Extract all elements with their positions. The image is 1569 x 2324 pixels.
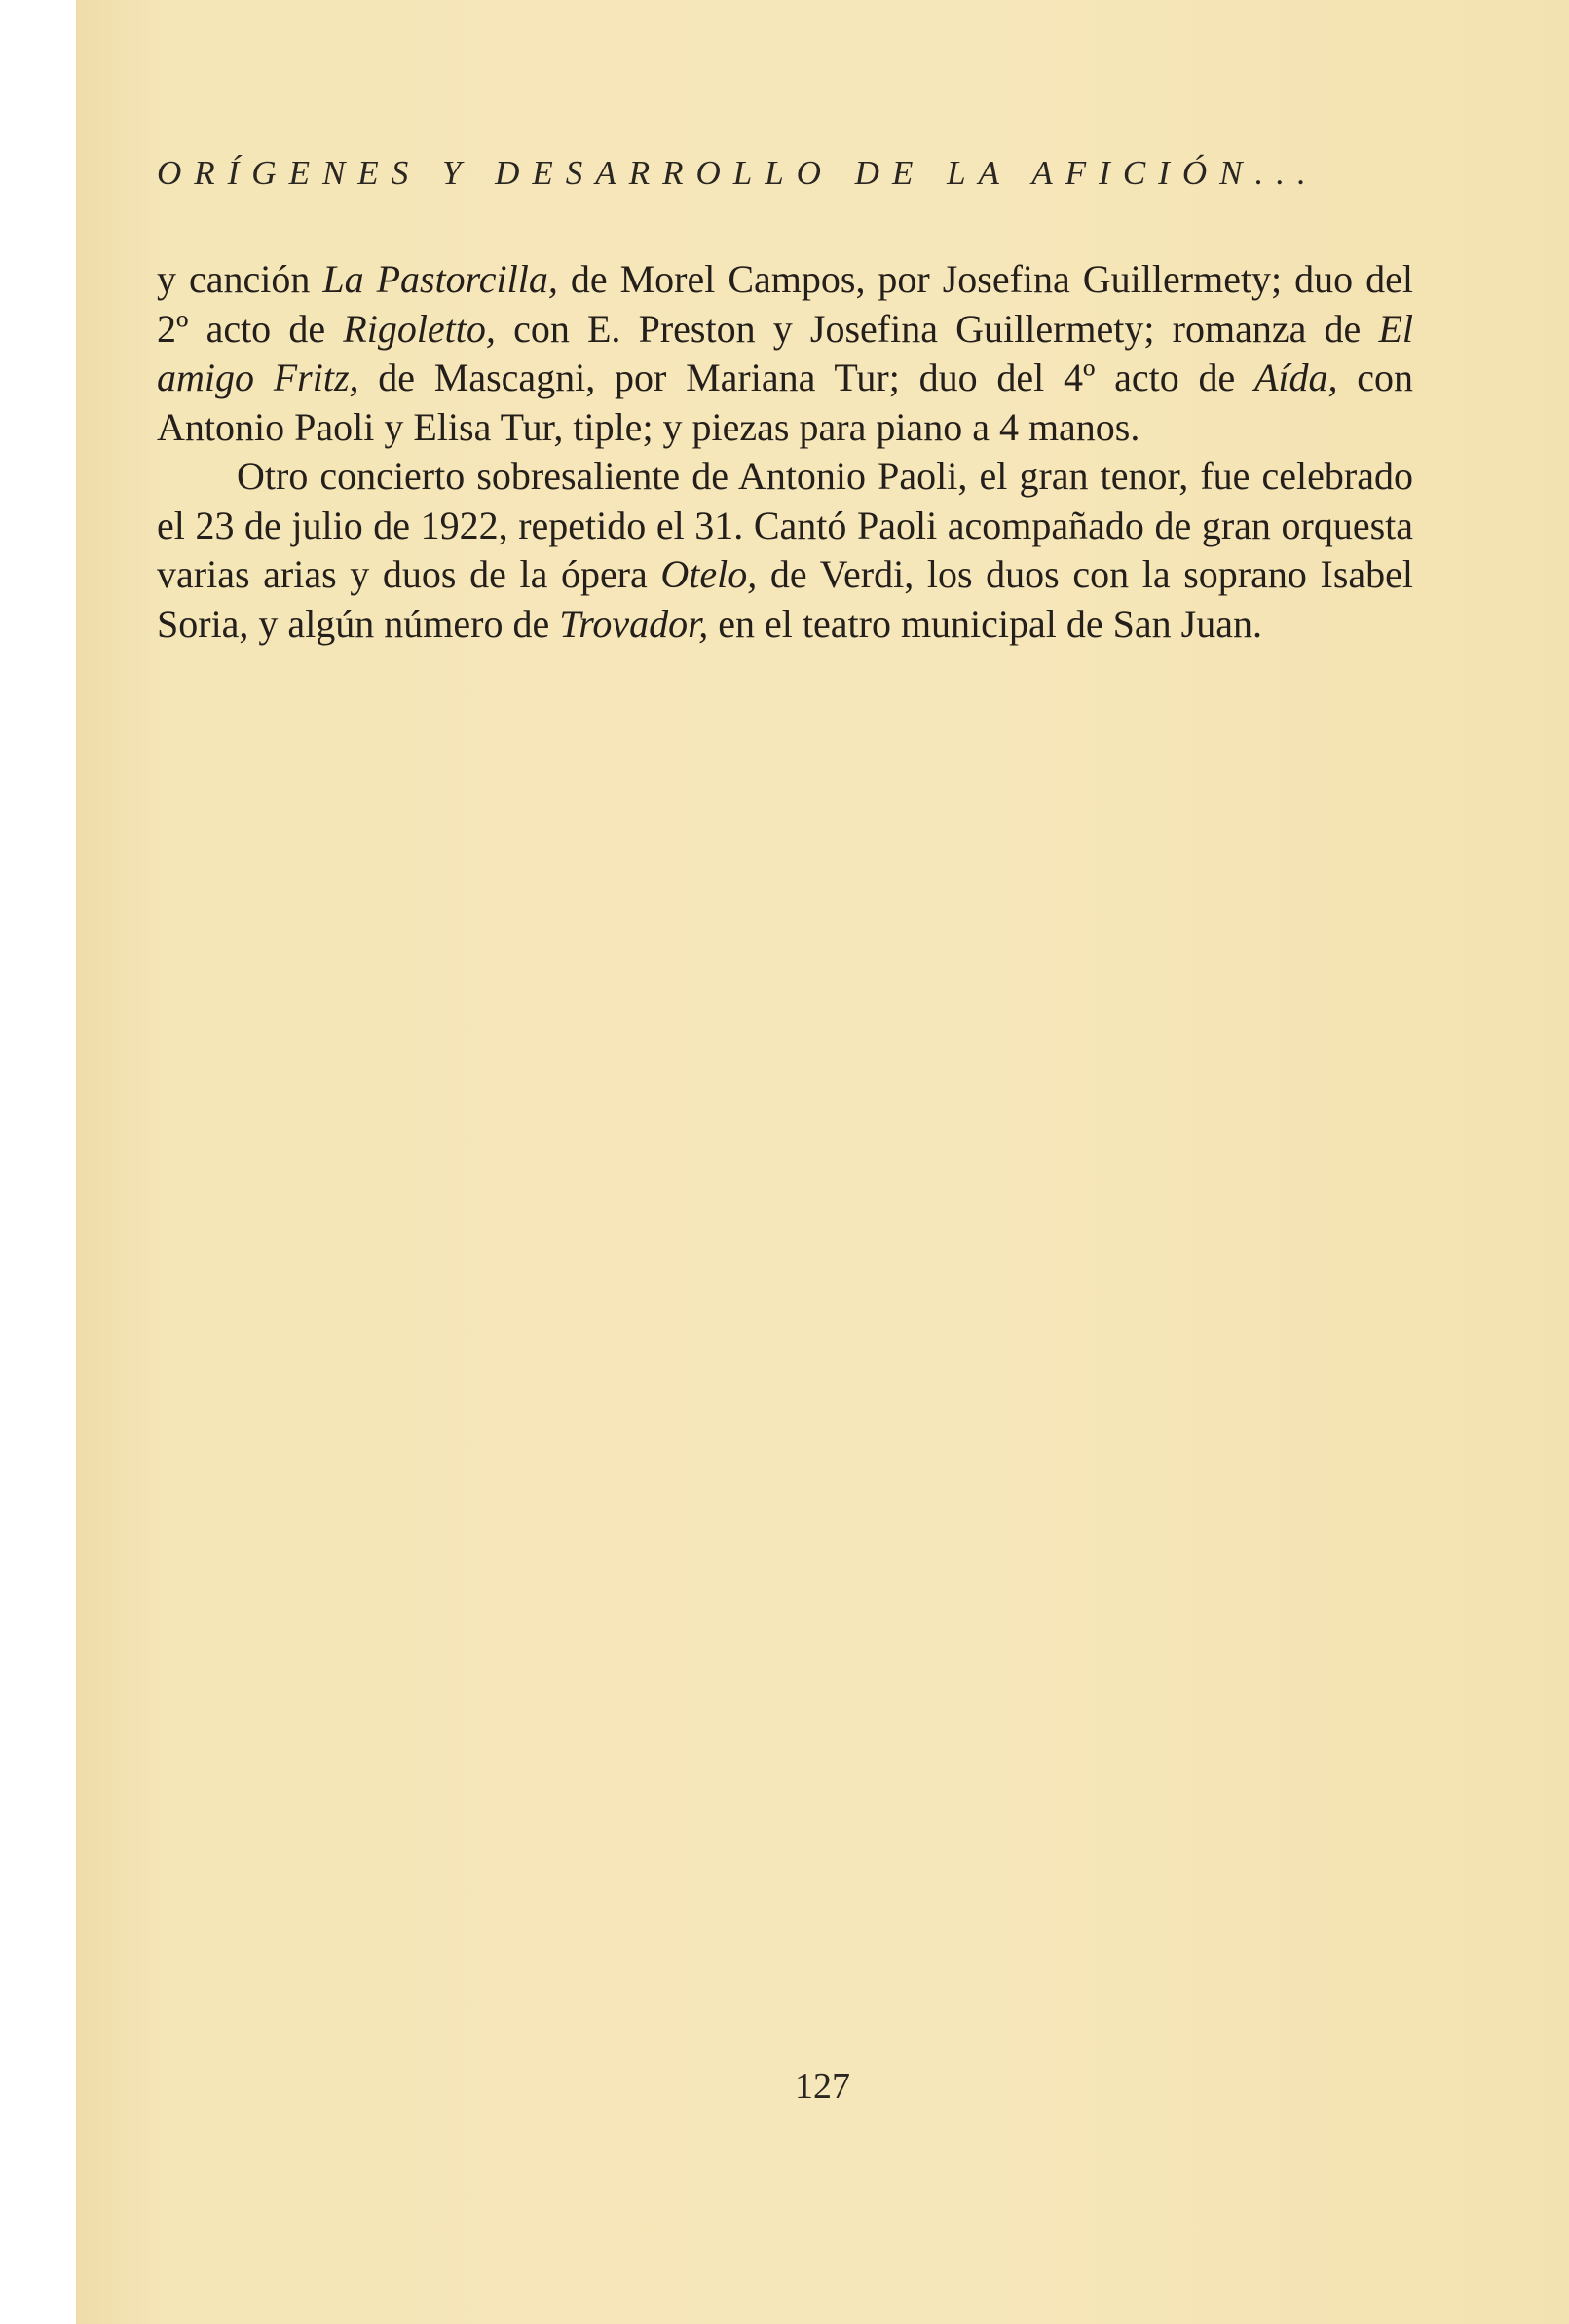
text-run: con Antonio Paoli y Elisa Tur, tiple; y piezas para piano a 4 manos. [157, 356, 1413, 449]
text-run: con E. Preston y Josefina Guillermety; romanza de [495, 306, 1379, 351]
text-run: de Morel Campos, por Josefina Guillermety; duo del 2º acto de [157, 257, 1414, 351]
italic-title-la-pastorcilla: La Pastorcilla, [322, 257, 558, 301]
text-run: en el teatro municipal de San Juan. [708, 601, 1262, 646]
italic-title-trovador: Trovador, [559, 601, 709, 646]
text-run: y canción [157, 257, 323, 301]
text-run: Otro concierto sobresaliente de Antonio Paoli, el gran tenor, fue celebrado el 23 de julio de 1922, repetido el 31. Cantó Paoli acompañado de gran orquesta varias arias y duos de la ópera [157, 454, 1413, 596]
italic-title-rigoletto: Rigoletto, [343, 306, 496, 351]
text-run: de Verdi, los duos con la soprano Isabel Soria, y algún número de [157, 552, 1414, 646]
book-page [76, 0, 1569, 2324]
running-head: ORÍGENES Y DESARROLLO DE LA AFICIÓN... [157, 154, 1319, 192]
italic-title-el-amigo-fritz: El amigo Fritz, [157, 306, 1413, 399]
italic-title-otelo: Otelo, [660, 552, 758, 596]
paragraph-2 [157, 452, 1413, 649]
italic-title-aida: Aída, [1253, 356, 1338, 399]
page-number: 127 [795, 2066, 850, 2107]
paragraph-1 [157, 255, 1413, 452]
text-run: de Mascagni, por Mariana Tur; duo del 4º acto de [358, 356, 1254, 399]
body-text [157, 255, 1413, 649]
